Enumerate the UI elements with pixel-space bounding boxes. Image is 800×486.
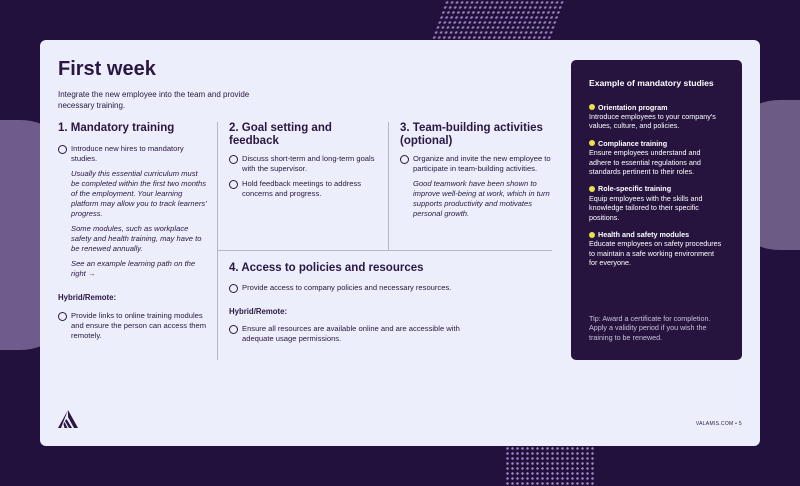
study-item [589, 103, 724, 131]
study-item-title: Compliance training [598, 138, 668, 148]
checklist-item [229, 324, 469, 344]
checklist-item-text: Provide links to online training modules and ensure the person can access them remotely. [71, 311, 207, 340]
study-item-text: Introduce employees to your company's values, culture, and policies. [589, 111, 716, 131]
tip-text: Tip: Award a certificate for completion. Apply a validity period if you wish the training to be renewed. [589, 314, 711, 342]
study-item [589, 139, 724, 177]
checklist-item-text: Introduce new hires to mandatory studies. [71, 144, 184, 163]
section3-note: Good teamwork have been shown to improve well-being at work, which in turn supports productivity and motivates personal growth. [413, 179, 550, 218]
checkbox[interactable] [229, 155, 238, 164]
checklist-item-text: Organize and invite the new employee to participate in team-building activities. [413, 154, 551, 173]
learning-path-link[interactable]: See an example learning path on the right → [71, 259, 196, 278]
section2-heading: 2. Goal setting and feedback [229, 122, 332, 147]
checklist-item [400, 154, 552, 174]
checkbox[interactable] [58, 312, 67, 321]
checklist-item [229, 154, 379, 174]
slide-card [40, 40, 760, 446]
checklist-item [229, 179, 379, 199]
section-policies-resources [229, 262, 529, 344]
section1-note: Usually this essential curriculum must be completed within the first two months of the employment. Your learning platform may allow you to track learners' progress. [71, 169, 207, 218]
checklist-item-text: Provide access to company policies and necessary resources. [242, 283, 452, 292]
checklist-item [58, 144, 208, 164]
section-mandatory-training [58, 122, 208, 341]
bullet-dot-icon [589, 140, 595, 146]
study-item [589, 184, 724, 222]
valamis-logo-icon [58, 410, 78, 428]
page-intro: Integrate the new employee into the team and provide necessary training. [58, 90, 250, 110]
background-dots-bottom [505, 446, 595, 486]
bullet-dot-icon [589, 104, 595, 110]
section-goal-setting [229, 122, 379, 199]
study-item-title: Health and safety modules [598, 229, 690, 239]
checklist-item-text: Hold feedback meetings to address concerns and progress. [242, 179, 362, 198]
checkbox[interactable] [400, 155, 409, 164]
checklist-item [229, 283, 529, 293]
column-divider [388, 122, 389, 250]
study-item-text: Educate employees on safety procedures to maintain a safe working environment for everyone. [589, 239, 722, 268]
study-item [589, 230, 724, 268]
section1-note: Some modules, such as workplace safety and health training, may have to be renewed annually. [71, 224, 202, 253]
panel-title: Example of mandatory studies [589, 78, 714, 88]
study-item-title: Role-specific training [598, 184, 672, 194]
checklist-item-text: Ensure all resources are available online and are accessible with adequate usage permissions. [242, 324, 460, 343]
study-item-text: Ensure employees understand and adhere to essential regulations and standards pertinent to their roles. [589, 148, 701, 176]
background-dots-top [431, 0, 569, 40]
mandatory-studies-panel [571, 60, 742, 360]
section4-heading: 4. Access to policies and resources [229, 262, 424, 274]
study-item-text: Equip employees with the skills and knowledge tailored to their specific positions. [589, 193, 703, 222]
checklist-item-text: Discuss short-term and long-term goals with the supervisor. [242, 154, 375, 173]
bullet-dot-icon [589, 232, 595, 238]
checkbox[interactable] [229, 180, 238, 189]
hybrid-remote-label: Hybrid/Remote: [58, 293, 117, 302]
footer-page-info: VALAMIS.COM • 5 [695, 421, 742, 427]
checkbox[interactable] [58, 145, 67, 154]
section3-heading: 3. Team-building activities (optional) [400, 122, 543, 147]
section1-heading: 1. Mandatory training [58, 122, 175, 134]
section-divider [217, 250, 552, 251]
column-divider [217, 122, 218, 360]
checklist-item [58, 311, 208, 341]
page-title: First week [58, 58, 156, 80]
bullet-dot-icon [589, 186, 595, 192]
checkbox[interactable] [229, 325, 238, 334]
hybrid-remote-label: Hybrid/Remote: [229, 307, 288, 316]
study-item-title: Orientation program [598, 102, 668, 112]
checkbox[interactable] [229, 284, 238, 293]
section-team-building [400, 122, 552, 219]
